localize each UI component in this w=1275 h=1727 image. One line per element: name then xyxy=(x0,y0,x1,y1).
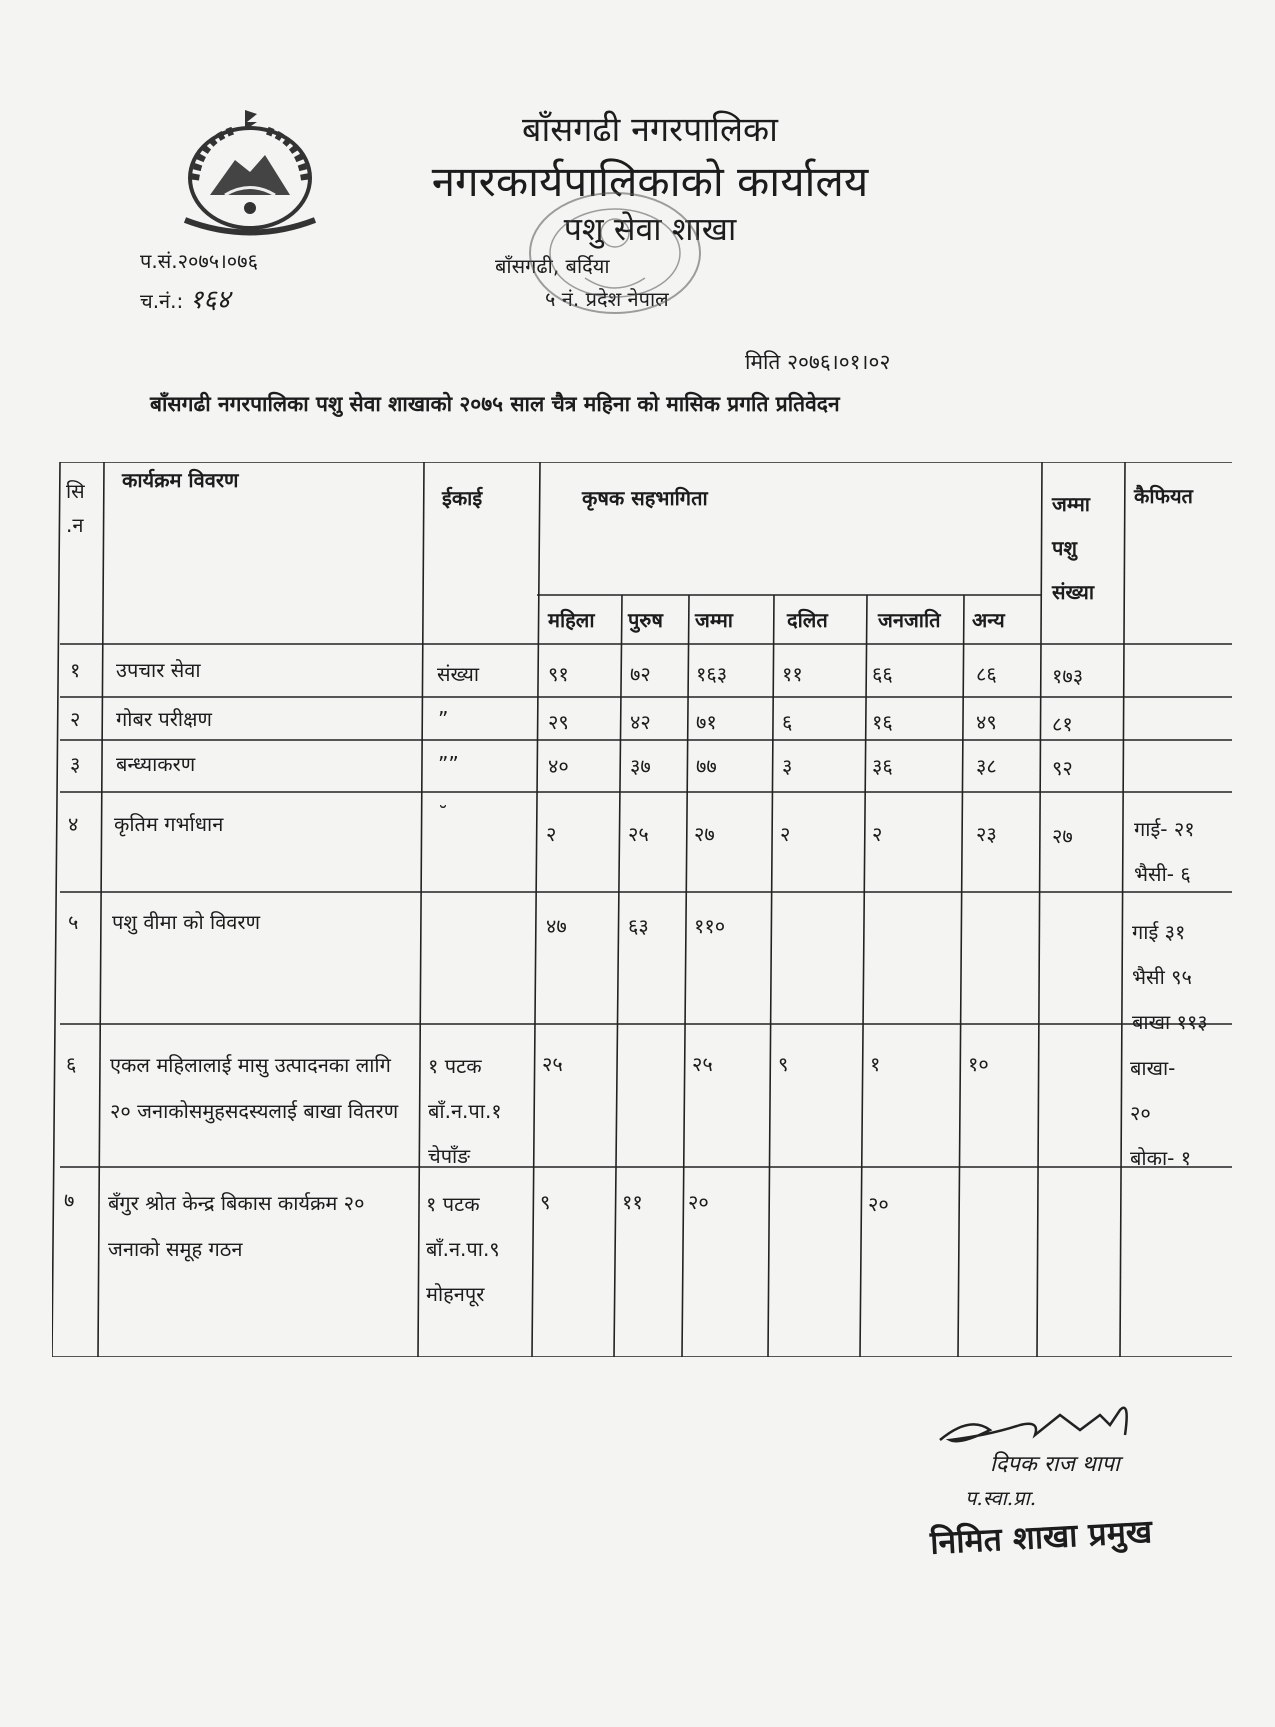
row-3-dalit: ३ xyxy=(782,754,793,778)
header-animal-total: जम्मा पशु संख्या xyxy=(1052,492,1094,604)
header-program: कार्यक्रम विवरण xyxy=(122,468,239,492)
row-4-male: २५ xyxy=(628,822,649,846)
header-total: जम्मा xyxy=(695,608,733,632)
office-stamp-icon xyxy=(515,178,715,328)
row-1-dalit: ११ xyxy=(782,662,803,686)
row-6-dalit: ९ xyxy=(778,1052,789,1076)
municipality-name: बाँसगढी नगरपालिका xyxy=(522,110,778,150)
row-2-sn: २ xyxy=(70,707,81,731)
row-4-other: २३ xyxy=(976,822,997,846)
row-1-janajati: ६६ xyxy=(872,662,893,686)
row-6-other: १० xyxy=(968,1052,989,1076)
row-1-unit: संख्या xyxy=(437,662,479,686)
section-name: पशु सेवा शाखा xyxy=(563,210,737,248)
report-date: मिति २०७६।०१।०२ xyxy=(745,350,891,374)
row-2-janajati: १६ xyxy=(872,710,893,734)
dispatch-value: १६४ xyxy=(189,285,231,315)
row-5-remarks: गाई ३१ भैसी ९५ बाखा ११३ xyxy=(1132,920,1208,1034)
row-2-animals: ८१ xyxy=(1052,712,1073,736)
row-6-janajati: १ xyxy=(870,1052,881,1076)
header-participation: कृषक सहभागिता xyxy=(582,486,708,510)
header-male: पुरुष xyxy=(628,608,663,632)
row-5-total: ११० xyxy=(694,914,726,938)
row-1-total: १६३ xyxy=(696,662,728,686)
row-1-female: ९१ xyxy=(548,662,569,686)
row-7-female: ९ xyxy=(540,1190,551,1214)
header-unit: ईकाई xyxy=(442,486,483,510)
row-5-sn: ५ xyxy=(68,910,79,934)
row-2-other: ४९ xyxy=(976,710,997,734)
row-3-male: ३७ xyxy=(630,754,651,778)
header-other: अन्य xyxy=(972,608,1005,632)
signatory-name: दिपक राज थापा xyxy=(990,1452,1120,1477)
row-1-animals: १७३ xyxy=(1052,664,1084,688)
row-7-sn: ७ xyxy=(64,1188,75,1212)
row-3-female: ४० xyxy=(548,754,569,778)
row-2-dalit: ६ xyxy=(782,710,793,734)
row-2-program: गोबर परीक्षण xyxy=(116,707,212,731)
row-1-sn: १ xyxy=(70,658,81,682)
row-5-male: ६३ xyxy=(628,914,649,938)
address-line-1: बाँसगढी, बर्दिया xyxy=(495,254,610,278)
row-3-program: बन्ध्याकरण xyxy=(116,752,196,776)
row-3-unit: ”” xyxy=(438,752,459,776)
row-7-janajati: २० xyxy=(868,1192,889,1216)
row-1-male: ७२ xyxy=(630,662,651,686)
header-remarks: कैफियत xyxy=(1134,484,1193,508)
row-3-janajati: ३६ xyxy=(872,754,893,778)
row-4-female: २ xyxy=(546,822,557,846)
progress-table xyxy=(52,462,1232,1357)
row-3-animals: ९२ xyxy=(1052,756,1073,780)
row-2-total: ७१ xyxy=(696,710,717,734)
address-line-2: ५ नं. प्रदेश नेपाल xyxy=(545,287,669,311)
header-dalit: दलित xyxy=(787,608,828,632)
row-4-sn: ४ xyxy=(68,812,79,836)
row-6-program: एकल महिलालाई मासु उत्पादनका लागि २० जनाकोसमुहसदस्यलाई बाखा वितरण xyxy=(110,1053,399,1123)
row-7-total: २० xyxy=(688,1190,709,1214)
signatory-role: निमित शाखा प्रमुख xyxy=(929,1512,1153,1562)
row-3-total: ७७ xyxy=(696,754,717,778)
row-2-male: ४२ xyxy=(630,710,651,734)
office-name: नगरकार्यपालिकाको कार्यालय xyxy=(431,157,869,206)
row-4-dalit: २ xyxy=(780,822,791,846)
signatory-post: प.स्वा.प्रा. xyxy=(965,1486,1037,1510)
dispatch-label: च.नं.: xyxy=(140,289,184,313)
row-6-female: २५ xyxy=(542,1052,563,1076)
row-6-total: २५ xyxy=(692,1052,713,1076)
row-1-other: ८६ xyxy=(976,662,997,686)
header-sn: सि .न xyxy=(66,479,85,537)
report-title: बाँसगढी नगरपालिका पशु सेवा शाखाको २०७५ साल चैत्र महिना को मासिक प्रगति प्रतिवेदन xyxy=(150,392,840,416)
row-3-sn: ३ xyxy=(70,752,81,776)
row-4-remarks: गाई- २१ भैसी- ६ xyxy=(1134,817,1195,886)
row-5-program: पशु वीमा को विवरण xyxy=(112,910,261,934)
row-6-unit: १ पटक बाँ.न.पा.१ चेपाँङ xyxy=(428,1054,502,1168)
header-female: महिला xyxy=(548,608,595,632)
row-2-female: २९ xyxy=(548,710,569,734)
row-4-janajati: २ xyxy=(872,822,883,846)
row-5-female: ४७ xyxy=(546,914,567,938)
reference-number: प.सं.२०७५।०७६ xyxy=(140,249,258,273)
row-1-program: उपचार सेवा xyxy=(116,658,201,682)
row-7-unit: १ पटक बाँ.न.पा.९ मोहनपूर xyxy=(426,1192,500,1306)
row-7-program: बँगुर श्रोत केन्द्र बिकास कार्यक्रम २० जनाको समूह गठन xyxy=(108,1191,365,1261)
row-3-other: ३८ xyxy=(976,754,997,778)
row-2-unit: ” xyxy=(438,707,449,731)
header-janajati: जनजाति xyxy=(878,608,941,632)
row-4-unit: ˘ xyxy=(438,802,448,826)
dispatch-number xyxy=(140,280,230,316)
row-7-male: ११ xyxy=(622,1190,643,1214)
row-4-program: कृतिम गर्भाधान xyxy=(114,812,224,836)
row-4-total: २७ xyxy=(694,822,715,846)
nepal-emblem-icon xyxy=(165,100,335,240)
row-4-animals: २७ xyxy=(1052,824,1073,848)
row-6-sn: ६ xyxy=(66,1052,77,1076)
row-6-remarks: बाखा- २० बोका- १ xyxy=(1130,1056,1192,1170)
